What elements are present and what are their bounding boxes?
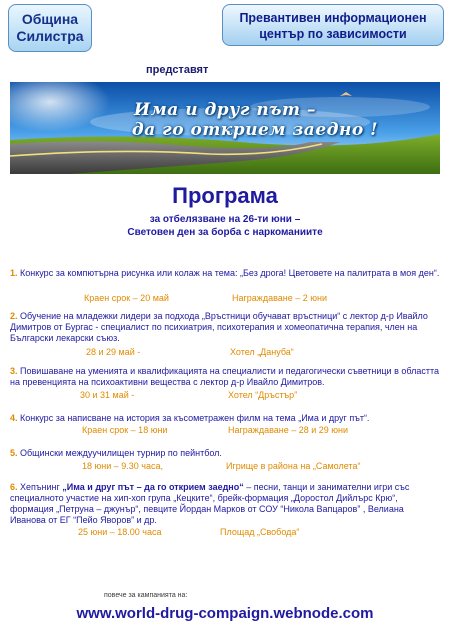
item-text: Повишаване на уменията и квалификацията на специалисти и педагогически съветници в областта на превенцията на психоактивни вещества с лектор д-р Ивайло Димитров. — [10, 366, 440, 387]
subtitle-prefix: за отбелязване на — [149, 214, 243, 225]
item-number: 1. — [10, 268, 18, 278]
presents-label: представят — [146, 64, 209, 76]
item-5-time: 18 юни – 9.30 часа, — [82, 461, 163, 471]
program-item-3 — [10, 366, 440, 388]
item-text: Обучение на младежки лидери за подхода „Връстници обучават връстници“ с лектор д-р Ивайло Димитров от Бургас - специалист по психиатрия, психотерапия и хомеопатична терапия, член на Български лекарски съюз. — [10, 311, 428, 343]
item-5-venue: Игрище в района на „Самолета“ — [226, 461, 361, 471]
campaign-url-link[interactable]: www.world-drug-compaign.webnode.com — [76, 605, 374, 622]
item-2-venue: Хотел „Дануба“ — [230, 347, 294, 357]
item-1-award: Награждаване – 2 юни — [232, 293, 327, 303]
org-left-line2: Силистра — [16, 28, 84, 44]
item-number: 5. — [10, 448, 18, 458]
item-6-time: 25 юни – 18.00 часа — [78, 527, 162, 537]
org-left-line1: Община — [21, 11, 79, 27]
program-item-6 — [10, 482, 440, 526]
program-item-4 — [10, 413, 440, 424]
item-text-post: – песни, танци и занимателни игри със специалното участие на хип-хоп група „Кецките“, брейк-формация „Доростол Дийлърс Крю“, формация „Петруна – джунър“, певците Йордан Марков от СОУ “Никола Вапцаров” , Велиана Иванова от ЕГ “Пейо Яворов” и др. — [10, 482, 410, 525]
campaign-banner — [10, 82, 440, 174]
item-text: Общински междуучилищен турнир по пейнтбол. — [20, 448, 222, 458]
item-text-bold: „Има и друг път – да го открием заедно“ — [62, 482, 244, 492]
item-4-deadline: Краен срок – 18 юни — [82, 425, 168, 435]
org-badge-municipality — [8, 4, 92, 52]
item-text-pre: Хепънинг — [20, 482, 63, 492]
item-text: Конкурс за компютърна рисунка или колаж на тема: „Без дрога! Цветовете на палитрата в моя ден“. — [20, 268, 440, 278]
item-6-venue: Площад „Свобода“ — [220, 527, 300, 537]
subtitle-suffix: – — [291, 214, 301, 225]
subtitle-line1 — [0, 214, 450, 225]
org-right-line2: център по зависимости — [259, 27, 407, 41]
item-number: 2. — [10, 311, 18, 321]
item-1-deadline: Краен срок – 20 май — [84, 293, 169, 303]
item-4-award: Награждаване – 28 и 29 юни — [228, 425, 349, 435]
program-item-5 — [10, 448, 440, 459]
org-right-line1: Превантивен информационен — [239, 11, 427, 25]
item-3-venue: Хотел “Дръстър” — [228, 390, 298, 400]
program-item-1 — [10, 268, 440, 279]
subtitle-line2: Световен ден за борба с наркоманиите — [127, 227, 323, 238]
item-2-date: 28 и 29 май - — [86, 347, 141, 357]
page-title: Програма — [172, 183, 278, 208]
footer-more-label: повече за кампанията на: — [104, 592, 188, 599]
subtitle-date: 26-ти юни — [242, 214, 292, 225]
item-text: Конкурс за написване на история за късометражен филм на тема „Има и друг път“. — [20, 413, 370, 423]
item-number: 6. — [10, 482, 18, 492]
slogan-line1: Има и друг път – — [134, 100, 316, 120]
item-number: 3. — [10, 366, 18, 376]
program-item-2 — [10, 311, 440, 344]
org-badge-center — [222, 4, 444, 46]
item-3-date: 30 и 31 май - — [80, 390, 135, 400]
slogan-line2: да го открием заедно ! — [131, 120, 379, 140]
item-number: 4. — [10, 413, 18, 423]
